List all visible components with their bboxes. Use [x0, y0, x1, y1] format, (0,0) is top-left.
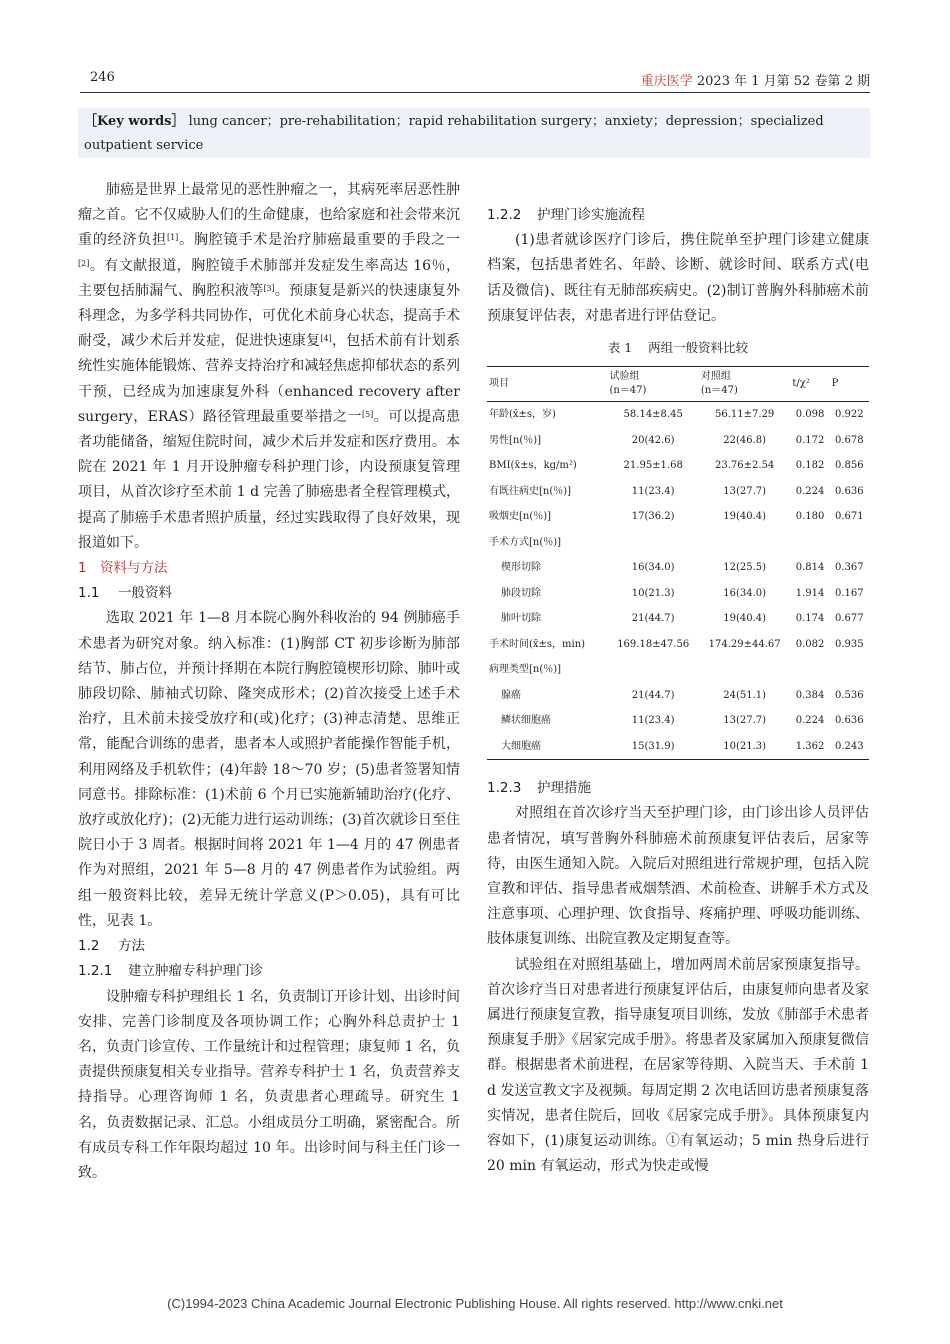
- keywords-box: [78, 108, 870, 158]
- table-cell-item: 手术时间(x̄±s，min): [489, 638, 586, 650]
- table-cell-item: 鳞状细胞癌: [501, 715, 551, 727]
- table-1-title: [487, 335, 869, 360]
- table-cell-item: 有既往病史[n(％)]: [489, 485, 572, 497]
- table-cell-stat: [790, 657, 829, 683]
- table-row: [487, 632, 869, 658]
- table-row: [487, 453, 869, 479]
- table-row: [487, 606, 869, 632]
- table-cell-item: 腺癌: [501, 689, 521, 701]
- table-cell-item: 肺段切除: [501, 587, 541, 599]
- table-row: [487, 504, 869, 530]
- table-row: [487, 657, 869, 683]
- th-exp: 试验组 (n＝47): [607, 367, 698, 402]
- table-cell-ctrl: 10(21.3): [699, 734, 790, 760]
- table-cell-p: [830, 530, 869, 556]
- table-cell-p: 0.935: [835, 638, 864, 650]
- table-cell-p: 0.167: [835, 587, 864, 599]
- table-row: [487, 683, 869, 709]
- section-1-2-3-heading: 1.2.3 护理措施: [487, 780, 591, 797]
- table-cell-stat: 0.182: [795, 460, 825, 472]
- table-cell-stat: 0.224: [795, 485, 825, 497]
- th-stat: t/χ²: [790, 367, 829, 402]
- table-cell-item: 病理类型[n(％)]: [489, 664, 562, 676]
- copyright-footer: (C)1994-2023 China Academic Journal Electronic Publishing House. All rights reserved. http://www.cnki.net: [167, 1296, 783, 1311]
- table-cell-exp: 21.95±1.68: [623, 460, 683, 472]
- table-cell-ctrl: 22(46.8): [723, 434, 767, 446]
- table-cell-exp: [607, 530, 698, 556]
- table-cell-item: 手术方式[n(％)]: [489, 536, 562, 548]
- table-cell-ctrl: 19(40.4): [723, 613, 767, 625]
- intro-paragraph: 肺癌是世界上最常见的恶性肿瘤之一，其病死率居恶性肿瘤之首。它不仅威胁人们的生命健康，也给家庭和社会带来沉重的经济负担[1]。胸腔镜手术是治疗肺癌最重要的手段之一[2]。有文献报道，胸腔镜手术肺部并发症发生率高达 16％，主要包括肺漏气、胸腔积液等[3]。预康复是新兴的快速康复外科理念，为多学科共同协作，可优化术前身心状态，提高手术耐受，减少术后并发症，促进快速康复[4]，包括术前有计划系统性实施体能锻炼、营养支持治疗和减轻焦虑抑郁状态的系列干预，已经成为加速康复外科（enhanced recovery after surgery，ERAS）路径管理最重要举措之一[5]。可以提高患者功能储备，缩短住院时间，减少术后并发症和医疗费用。本院在 2021 年 1 月开设肿瘤专科护理门诊，内设预康复管理项目，从首次诊疗至术前 1 d 完善了肺癌患者全程管理模式，提高了肺癌手术患者照护质量，经过实践取得了良好效果，现报道如下。: [78, 182, 461, 551]
- table-cell-stat: [790, 530, 829, 556]
- table-cell-p: 0.922: [835, 409, 864, 421]
- page-number: 246: [90, 70, 115, 85]
- table-1-caption: 两组一般资料比较: [648, 340, 749, 356]
- table-cell-item: 男性[n(％)]: [489, 434, 542, 446]
- table-cell-exp: [607, 657, 698, 683]
- th-item: 项目: [487, 367, 607, 402]
- section-1-2-2-text: (1)患者就诊医疗门诊后，携住院单至护理门诊建立健康档案，包括患者姓名、年龄、诊断、就诊时间、联系方式(电话及微信)、既往有无肺部疾病史。(2)制订普胸外科肺癌术前预康复评估表，对患者进行评估登记。: [487, 232, 869, 324]
- table-cell-exp: 11(23.4): [631, 485, 675, 497]
- table-cell-p: [830, 657, 869, 683]
- table-cell-ctrl: 56.11±7.29: [715, 409, 775, 421]
- section-1-1-text: 选取 2021 年 1—8 月本院心胸外科收治的 94 例肺癌手术患者为研究对象。纳入标准：(1)胸部 CT 初步诊断为肺部结节、肺占位，并预计择期在本院行胸腔镜楔形切除、肺叶或肺段切除、肺袖式切除、隆突成形术；(2)首次接受上述手术治疗，且术前未接受放疗和(或)化疗；(3)神志清楚、思维正常，能配合训练的患者，患者本人或照护者能操作智能手机，利用网络及手机软件；(4)年龄 18～70 岁；(5)患者签署知情同意书。排除标准：(1)术前 6 个月已实施新辅助治疗(化疗、放疗或放化疗)；(2)无能力进行运动训练；(3)首次就诊日至住院日小于 3 周者。根据时间将 2021 年 1—4 月的 47 例患者作为对照组，2021 年 5—8 月的 47 例患者作为试验组。两组一般资料比较，差异无统计学意义(P＞0.05)，具有可比性，见表 1。: [78, 610, 460, 929]
- table-cell-item: 楔形切除: [501, 562, 541, 574]
- right-column: [487, 178, 869, 1179]
- section-1-2-3-p1: 对照组在首次诊疗当天至护理门诊，由门诊出诊人员评估患者情况，填写普胸外科肺癌术前预康复评估表后，居家等待，由医生通知入院。入院后对照组进行常规护理，包括入院宣教和评估、指导患者戒烟禁酒、术前检查、讲解手术方式及注意事项、心理护理、饮食指导、疼痛护理、呼吸功能训练、肢体康复训练、出院宣教及定期复查等。: [487, 805, 869, 948]
- table-cell-ctrl: 13(27.7): [723, 485, 767, 497]
- table-cell-item: BMI(x̄±s，kg/m²): [489, 460, 577, 472]
- keywords-text: lung cancer；pre-rehabilitation；rapid rehabilitation surgery；anxiety；depression；specialized outpatient service: [84, 114, 824, 153]
- left-column: [78, 178, 460, 1186]
- table-cell-stat: 1.914: [795, 587, 825, 599]
- section-1-2-heading: 1.2 方法: [78, 938, 145, 955]
- table-cell-ctrl: 12(25.5): [723, 562, 767, 574]
- table-cell-ctrl: 23.76±2.54: [715, 460, 775, 472]
- section-1-2-2-heading: 1.2.2 护理门诊实施流程: [487, 207, 645, 223]
- table-cell-ctrl: 19(40.4): [723, 511, 767, 523]
- table-row: [487, 555, 869, 581]
- table-cell-exp: 21(44.7): [631, 613, 675, 625]
- table-cell-stat: 0.082: [795, 638, 825, 650]
- th-p: P: [830, 367, 869, 402]
- table-cell-stat: 0.384: [795, 689, 825, 701]
- section-1-2-1-heading: 1.2.1 建立肿瘤专科护理门诊: [78, 963, 263, 980]
- table-cell-p: 0.367: [835, 562, 864, 574]
- header-rule: [80, 92, 870, 93]
- table-cell-ctrl: 16(34.0): [723, 587, 767, 599]
- table-cell-p: 0.678: [835, 434, 864, 446]
- table-cell-ctrl: [699, 530, 790, 556]
- table-1: [487, 366, 869, 760]
- table-cell-exp: 17(36.2): [631, 511, 675, 523]
- table-row: [487, 530, 869, 556]
- table-1-number: 表 1: [607, 340, 633, 356]
- table-row: [487, 402, 869, 428]
- citation-5[interactable]: [5]: [361, 409, 374, 419]
- table-cell-exp: 169.18±47.56: [617, 638, 690, 650]
- table-cell-item: 肺叶切除: [501, 613, 541, 625]
- table-cell-exp: 10(21.3): [631, 587, 675, 599]
- table-cell-exp: 20(42.6): [631, 434, 675, 446]
- keywords-label: ［Key words］: [84, 114, 185, 129]
- citation-3[interactable]: [3]: [263, 283, 275, 293]
- table-cell-exp: 58.14±8.45: [623, 409, 683, 421]
- table-cell-item: 年龄(x̄±s，岁): [489, 409, 556, 421]
- table-row: [487, 581, 869, 607]
- table-row: [487, 428, 869, 454]
- table-cell-item: 大细胞癌: [487, 734, 607, 760]
- table-cell-p: 0.671: [835, 511, 864, 523]
- section-1-1-heading: 1.1 一般资料: [78, 585, 172, 602]
- table-cell-exp: 16(34.0): [631, 562, 675, 574]
- citation-2[interactable]: [2]: [78, 258, 90, 268]
- table-cell-exp: 11(23.4): [631, 715, 675, 727]
- table-cell-ctrl: 24(51.1): [723, 689, 767, 701]
- section-1-2-3-p2: 试验组在对照组基础上，增加两周术前居家预康复指导。首次诊疗当日对患者进行预康复评估后，由康复师向患者及家属进行预康复宣教，指导康复项目训练，发放《肺部手术患者预康复手册》《居家完成手册》。将患者及家属加入预康复微信群。根据患者术前进程，在居家等待期、入院当天、手术前 1 d 发送宣教文字及视频。每周定期 2 次电话回访患者预康复落实情况，患者住院后，回收《居家完成手册》。具体预康复内容如下，(1)康复运动训练。①有氧运动；5 min 热身后进行 20 min 有氧运动，形式为快走或慢: [487, 956, 869, 1175]
- journal-header: [641, 70, 870, 89]
- table-row: [487, 734, 869, 760]
- table-row: [487, 479, 869, 505]
- table-cell-p: 0.636: [835, 485, 864, 497]
- table-cell-stat: 0.172: [795, 434, 825, 446]
- table-cell-p: 0.677: [835, 613, 864, 625]
- table-cell-p: 0.636: [835, 715, 864, 727]
- table-cell-stat: 0.814: [795, 562, 825, 574]
- journal-name: 重庆医学: [640, 74, 693, 89]
- table-cell-p: 0.536: [835, 689, 864, 701]
- table-cell-exp: 21(44.7): [631, 689, 675, 701]
- table-cell-exp: 15(31.9): [607, 734, 698, 760]
- table-cell-stat: 0.224: [795, 715, 825, 727]
- table-cell-stat: 1.362: [790, 734, 829, 760]
- table-cell-stat: 0.098: [795, 409, 825, 421]
- citation-4[interactable]: [4]: [320, 334, 332, 344]
- section-1-heading: 1 资料与方法: [78, 560, 168, 577]
- table-cell-ctrl: 13(27.7): [723, 715, 767, 727]
- table-cell-ctrl: [699, 657, 790, 683]
- table-cell-stat: 0.174: [795, 613, 825, 625]
- table-cell-item: 吸烟史[n(％)]: [489, 511, 552, 523]
- table-cell-p: 0.243: [830, 734, 869, 760]
- table-cell-p: 0.856: [835, 460, 864, 472]
- table-cell-stat: 0.180: [795, 511, 825, 523]
- th-ctrl: 对照组 (n＝47): [699, 367, 790, 402]
- table-cell-ctrl: 174.29±44.67: [708, 638, 781, 650]
- journal-issue: 2023 年 1 月第 52 卷第 2 期: [696, 74, 870, 89]
- section-1-2-1-text: 设肿瘤专科护理组长 1 名，负责制订开诊计划、出诊时间安排、完善门诊制度及各项协调工作；心胸外科总责护士 1 名，负责门诊宣传、工作量统计和过程管理；康复师 1 名，负责提供预康复相关专业指导。营养专科护士 1 名，负责营养支持指导。心理咨询师 1 名，负责患者心理疏导。研究生 1 名，负责数据记录、汇总。小组成员分工明确，紧密配合。所有成员专科工作年限均超过 10 年。出诊时间与科主任门诊一致。: [78, 988, 460, 1181]
- table-row: [487, 708, 869, 734]
- citation-1[interactable]: [1]: [166, 233, 179, 243]
